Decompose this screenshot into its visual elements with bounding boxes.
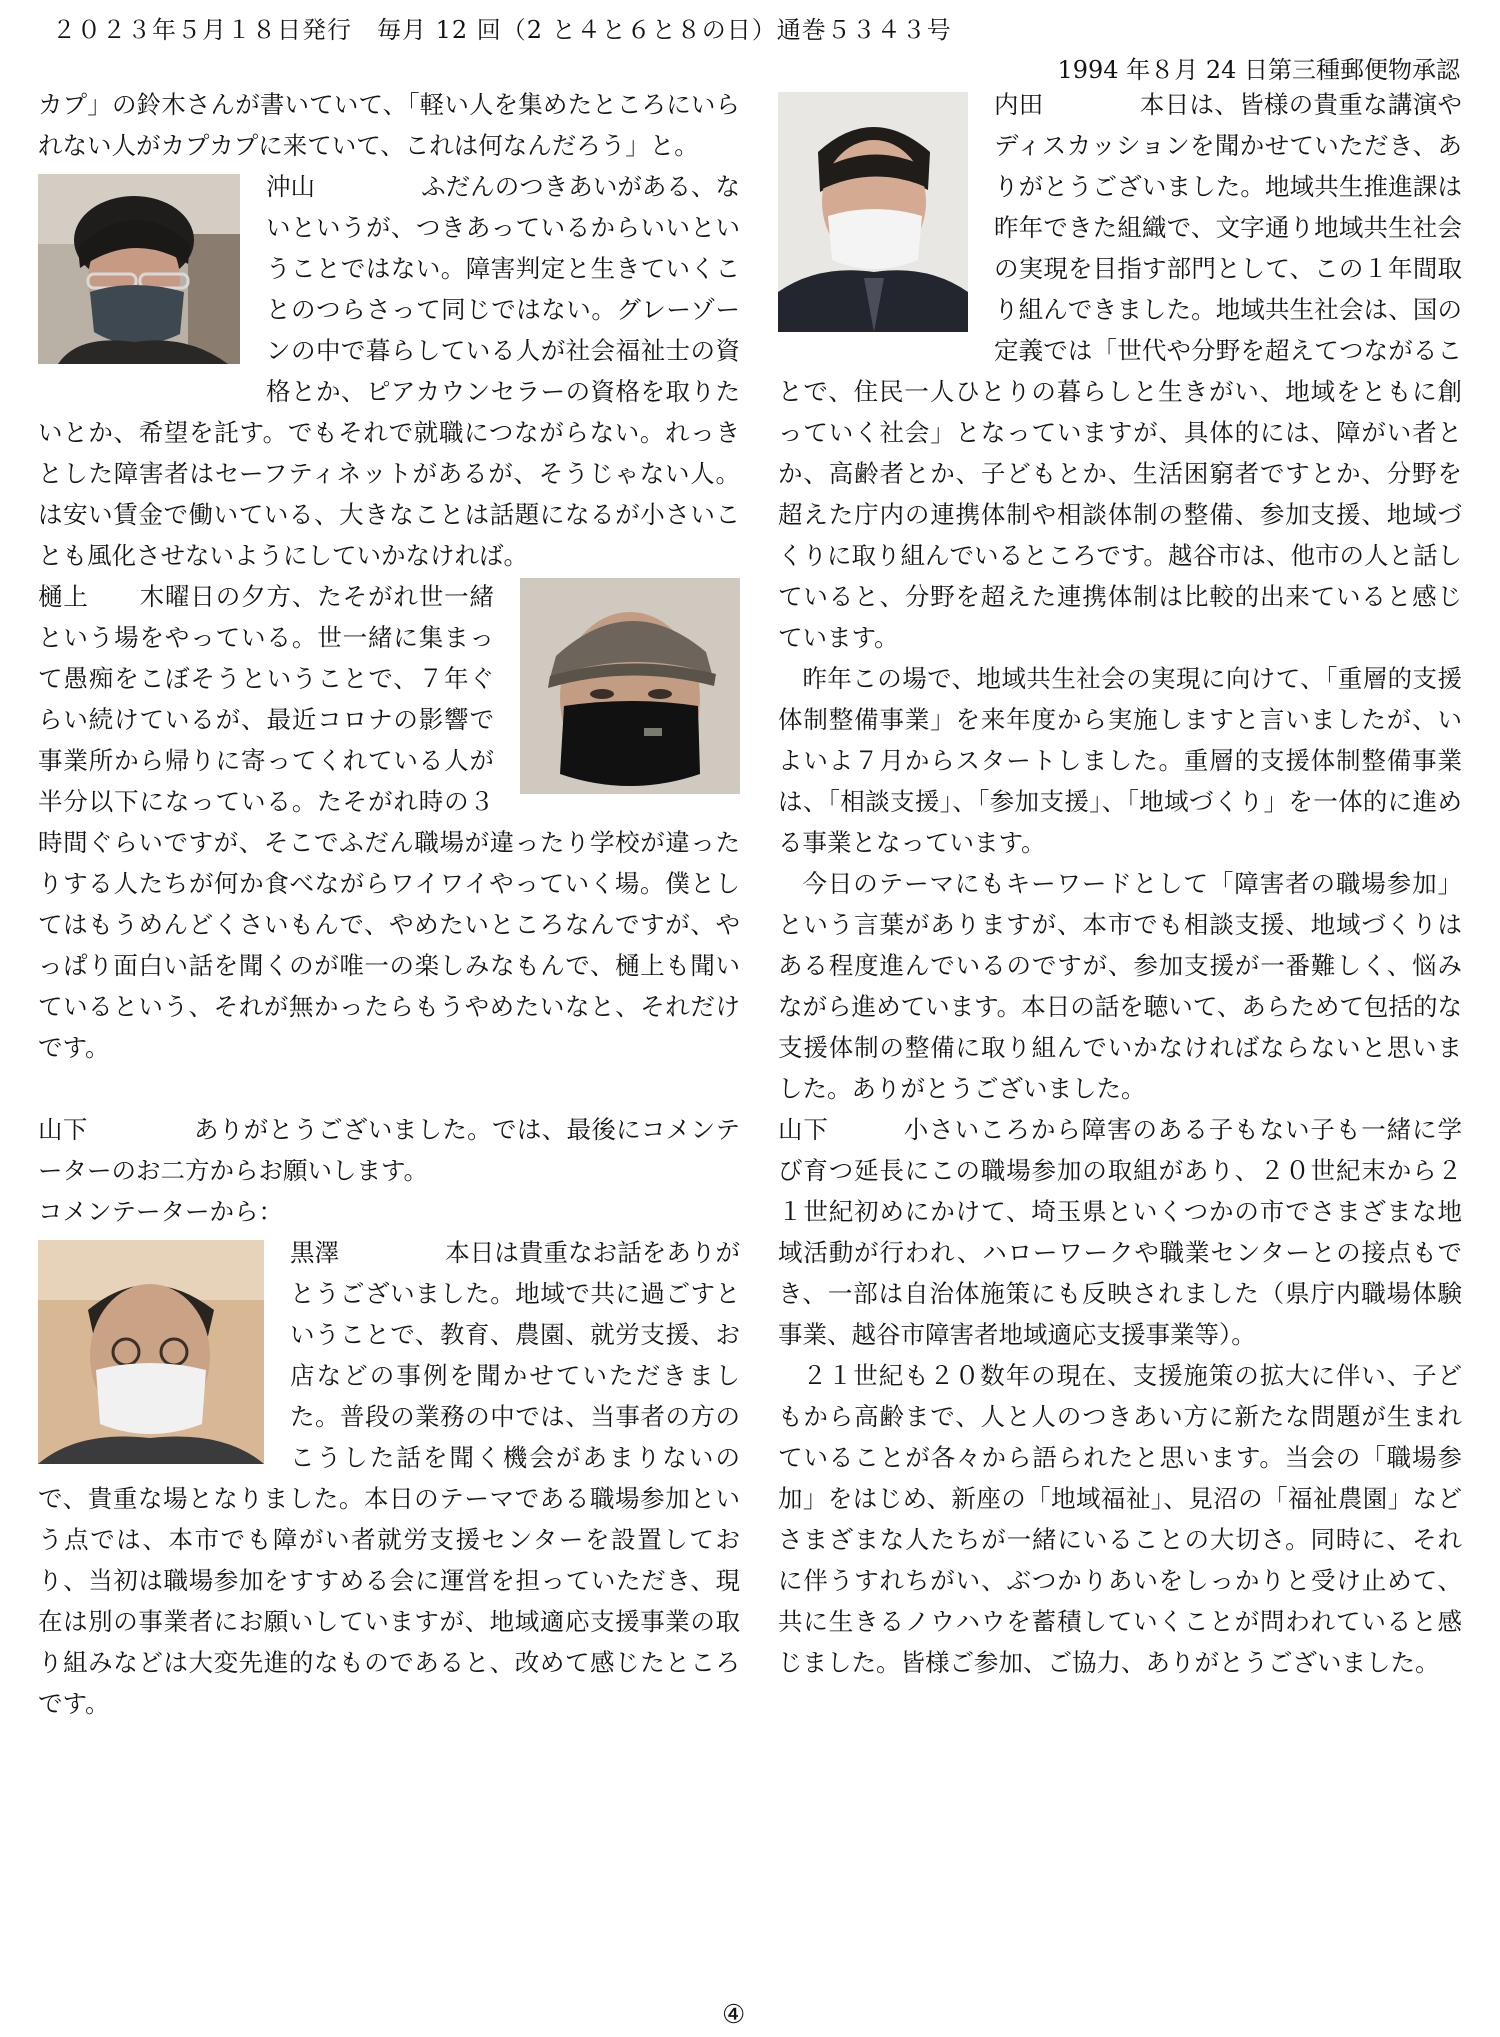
okiyama-photo: [38, 174, 240, 364]
uchida-photo: [778, 92, 968, 332]
speaker-name: 山下: [778, 1115, 829, 1144]
yamashita-remark: 山下 ありがとうございました。では、最後にコメンテーターのお二方からお願いします。: [38, 1115, 741, 1185]
right-column: [778, 84, 1462, 1683]
uchida-paragraph-2: 昨年この場で、地域共生社会の実現に向けて、「重層的支援体制整備事業」を来年度から実施しますと言いましたが、いよいよ７月からスタートしました。重層的支援体制整備事業は、「相談支援」、「参加支援」、「地域づくり」を一体的に進める事業となっています。: [778, 664, 1462, 857]
postal-permit-line: 1994 年８月 24 日第三種郵便物承認: [1057, 56, 1460, 84]
hikami-remark: 樋上 木曜日の夕方、たそがれ世一緒という場をやっている。世一緒に集まって愚痴をこぼそうということで、７年ぐらい続けているが、最近コロナの影響で事業所から帰りに寄ってくれている人が半分以下になっている。たそがれ時の３時間ぐらいですが、そこでふだん職場が違ったり学校が違ったりする人たちが何か食べながらワイワイやっていく場。僕としてはもうめんどくさいもんで、やめたいところなんですが、やっぱり面白い話を聞くのが唯一の楽しみなもんで、樋上も聞いているという、それが無かったらもうやめたいなと、それだけです。: [38, 576, 740, 1068]
continued-paragraph: カプ」の鈴木さんが書いていて、「軽い人を集めたところにいられない人がカプカプに来ていて、これは何なんだろう」と。: [38, 90, 740, 160]
page-number: ④: [722, 2000, 746, 2030]
issue-line: ２０２３年５月１８日発行 毎月 12 回（2 と４と６と８の日）通巻５３４３号: [52, 16, 952, 44]
hikami-photo: [520, 578, 740, 794]
speaker-name: 黒澤: [290, 1238, 340, 1267]
left-column: [38, 84, 740, 1724]
uchida-remark: 内田 本日は、皆様の貴重な講演やディスカッションを聞かせていただき、ありがとうございました。地域共生推進課は昨年できた組織で、文字通り地域共生社会の実現を目指す部門として、この１年間取り組んできました。地域共生社会は、国の定義では「世代や分野を超えてつながることで、住民一人ひとりの暮らしと生きがい、地域をともに創っていく社会」となっていますが、具体的には、障がい者とか、高齢者とか、子どもとか、生活困窮者ですとか、分野を超えた庁内の連携体制や相談体制の整備、参加支援、地域づくりに取り組んでいるところです。越谷市は、他市の人と話していると、分野を超えた連携体制は比較的出来ていると感じています。: [778, 90, 1463, 652]
yamashita-closing-paragraph-2: ２１世紀も２０数年の現在、支援施策の拡大に伴い、子どもから高齢まで、人と人のつきあい方に新たな問題が生まれていることが各々から語られたと思います。当会の「職場参加」をはじめ、新座の「地域福祉」、見沼の「福祉農園」などさまざまな人たちが一緒にいることの大切さ。同時に、それに伴うすれちがい、ぶつかりあいをしっかりと受け止めて、共に生きるノウハウを蓄積していくことが問われていると感じました。皆様ご参加、ご協力、ありがとうございました。: [778, 1361, 1462, 1677]
commentator-heading: コメンテーターから：: [38, 1197, 283, 1226]
okiyama-remark: 沖山 ふだんのつきあいがある、ないというが、つきあっているからいいということではない。障害判定と生きていくことのつらさって同じではない。グレーゾーンの中で暮らしている人が社会福祉士の資格とか、ピアカウンセラーの資格を取りたいとか、希望を託す。でもそれで就職につながらない。れっきとした障害者はセーフティネットがあるが、そうじゃない人。は安い賃金で働いている、大きなことは話題になるが小さいことも風化させないようにしていかなければ。: [38, 172, 741, 570]
yamashita-closing-remark: 山下 小さいころから障害のある子もない子も一緒に学び育つ延長にこの職場参加の取組があり、２０世紀末から２１世紀初めにかけて、埼玉県といくつかの市でさまざまな地域活動が行われ、ハローワークや職業センターとの接点もでき、一部は自治体施策にも反映されました（県庁内職場体験事業、越谷市障害者地域適応支援事業等）。: [778, 1115, 1463, 1349]
uchida-paragraph-3: 今日のテーマにもキーワードとして「障害者の職場参加」という言葉がありますが、本市でも相談支援、地域づくりはある程度進んでいるのですが、参加支援が一番難しく、悩みながら進めています。本日の話を聴いて、あらためて包括的な支援体制の整備に取り組んでいかなければならないと思いました。ありがとうございました。: [778, 869, 1462, 1103]
speaker-name: 山下: [38, 1115, 88, 1144]
kurosawa-remark: 黒澤 本日は貴重なお話をありがとうございました。地域で共に過ごすということで、教育、農園、就労支援、お店などの事例を聞かせていただきました。普段の業務の中では、当事者の方のこうした話を聞く機会があまりないので、貴重な場となりました。本日のテーマである職場参加という点では、本市でも障がい者就労支援センターを設置しており、当初は職場参加をすすめる会に運営を担っていただき、現在は別の事業者にお願いしていますが、地域適応支援事業の取り組みなどは大変先進的なものであると、改めて感じたところです。: [38, 1238, 741, 1718]
speaker-name: 樋上: [38, 582, 89, 611]
speaker-name: 内田: [994, 90, 1044, 119]
speaker-name: 沖山: [266, 172, 316, 201]
kurosawa-photo: [38, 1240, 264, 1464]
